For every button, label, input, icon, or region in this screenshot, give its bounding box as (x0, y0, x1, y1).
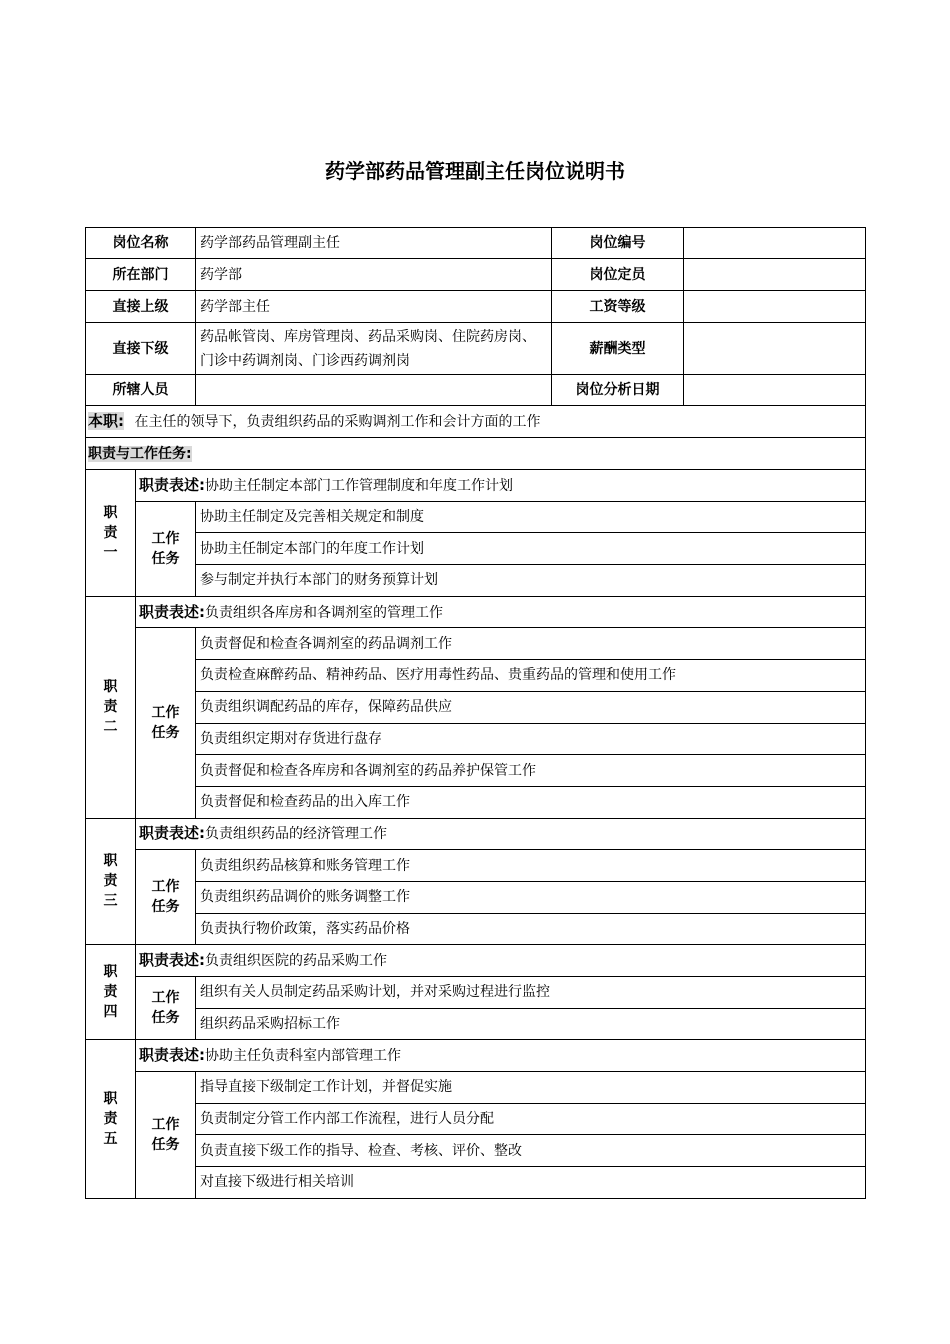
task-label-text: 工作任务 (151, 879, 180, 916)
task-label (136, 501, 196, 596)
task-item: 负责组织调配药品的库存，保障药品供应 (196, 691, 866, 723)
duties-header: 职责与工作任务: (88, 445, 192, 462)
statement-text: 协助主任负责科室内部管理工作 (205, 1048, 401, 1065)
task-item: 组织药品采购招标工作 (196, 1008, 866, 1040)
task-item: 负责督促和检查各调剂室的药品调剂工作 (196, 628, 866, 660)
statement-text: 协助主任制定本部门工作管理制度和年度工作计划 (205, 477, 513, 494)
task-row (86, 1135, 866, 1167)
task-row (86, 628, 866, 660)
superior-label: 直接上级 (86, 291, 196, 323)
task-item: 协助主任制定及完善相关规定和制度 (196, 501, 866, 533)
task-label (136, 977, 196, 1040)
headcount-label: 岗位定员 (552, 259, 684, 291)
duty-label (86, 945, 136, 1040)
duty-label (86, 1040, 136, 1198)
task-row (86, 501, 866, 533)
duty-statement-row (86, 596, 866, 628)
task-item: 指导直接下级制定工作计划，并督促实施 (196, 1072, 866, 1104)
salary-grade-label: 工资等级 (552, 291, 684, 323)
post-no-value (684, 228, 866, 259)
post-name-label: 岗位名称 (86, 228, 196, 259)
task-item: 协助主任制定本部门的年度工作计划 (196, 533, 866, 565)
task-label (136, 628, 196, 818)
duty-label-text: 职责一 (103, 504, 118, 561)
task-row (86, 565, 866, 597)
task-label-text: 工作任务 (151, 1116, 180, 1153)
role-row (86, 406, 866, 438)
statement-key: 职责表述: (139, 475, 205, 494)
task-item: 对直接下级进行相关培训 (196, 1167, 866, 1199)
dept-label: 所在部门 (86, 259, 196, 291)
pay-type-label: 薪酬类型 (552, 323, 684, 375)
statement-key: 职责表述: (139, 602, 205, 621)
superior-value: 药学部主任 (196, 291, 552, 323)
task-row (86, 691, 866, 723)
statement-key: 职责表述: (139, 951, 205, 970)
task-item: 负责检查麻醉药品、精神药品、医疗用毒性药品、贵重药品的管理和使用工作 (196, 660, 866, 692)
duty-statement (136, 1040, 866, 1072)
task-row (86, 1072, 866, 1104)
task-row (86, 913, 866, 945)
analysis-date-value (684, 375, 866, 406)
task-item: 负责执行物价政策，落实药品价格 (196, 913, 866, 945)
task-row (86, 977, 866, 1009)
duty-label-text: 职责三 (103, 853, 118, 910)
staff-label: 所辖人员 (86, 375, 196, 406)
task-label (136, 1072, 196, 1199)
task-row (86, 786, 866, 818)
duty-statement (136, 470, 866, 502)
duty-statement-row (86, 945, 866, 977)
task-row (86, 533, 866, 565)
task-row (86, 850, 866, 882)
duty-statement (136, 596, 866, 628)
duty-label-text: 职责二 (103, 679, 118, 736)
post-name-value: 药学部药品管理副主任 (196, 228, 552, 259)
subordinate-label: 直接下级 (86, 323, 196, 375)
duty-label (86, 596, 136, 818)
task-item: 负责组织药品核算和账务管理工作 (196, 850, 866, 882)
page-title: 药学部药品管理副主任岗位说明书 (325, 159, 625, 183)
statement-key: 职责表述: (139, 1046, 205, 1065)
dept-value: 药学部 (196, 259, 552, 291)
statement-text: 负责组织各库房和各调剂室的管理工作 (205, 604, 443, 621)
task-row (86, 755, 866, 787)
statement-text: 负责组织药品的经济管理工作 (205, 826, 387, 843)
duty-statement-row (86, 1040, 866, 1072)
duty-statement (136, 945, 866, 977)
analysis-date-label: 岗位分析日期 (552, 375, 684, 406)
task-row (86, 1008, 866, 1040)
duty-label (86, 818, 136, 945)
duty-label-text: 职责四 (103, 964, 118, 1021)
task-item: 负责直接下级工作的指导、检查、考核、评价、整改 (196, 1135, 866, 1167)
job-description-table (85, 227, 866, 1199)
role-label: 本职: (88, 412, 124, 430)
task-item: 组织有关人员制定药品采购计划，并对采购过程进行监控 (196, 977, 866, 1009)
salary-grade-value (684, 291, 866, 323)
headcount-value (684, 259, 866, 291)
task-row (86, 723, 866, 755)
task-item: 负责组织定期对存货进行盘存 (196, 723, 866, 755)
duties-header-row (86, 438, 866, 470)
task-row (86, 1103, 866, 1135)
task-label-text: 工作任务 (151, 705, 180, 741)
subordinate-value: 药品帐管岗、库房管理岗、药品采购岗、住院药房岗、门诊中药调剂岗、门诊西药调剂岗 (196, 323, 552, 375)
role-text: 在主任的领导下，负责组织药品的采购调剂工作和会计方面的工作 (134, 414, 541, 430)
task-row (86, 881, 866, 913)
statement-key: 职责表述: (139, 824, 205, 843)
task-item: 负责组织药品调价的账务调整工作 (196, 881, 866, 913)
task-item: 负责督促和检查各库房和各调剂室的药品养护保管工作 (196, 755, 866, 787)
task-label-text: 工作任务 (151, 990, 180, 1027)
duty-statement-row (86, 470, 866, 502)
duty-statement (136, 818, 866, 850)
duty-label (86, 470, 136, 597)
post-no-label: 岗位编号 (552, 228, 684, 259)
task-label (136, 850, 196, 945)
task-row (86, 1167, 866, 1199)
pay-type-value (684, 323, 866, 375)
task-item: 参与制定并执行本部门的财务预算计划 (196, 565, 866, 597)
task-row (86, 660, 866, 692)
statement-text: 负责组织医院的药品采购工作 (205, 953, 387, 970)
duty-label-text: 职责五 (103, 1091, 118, 1148)
task-label-text: 工作任务 (151, 530, 180, 567)
task-item: 负责制定分管工作内部工作流程，进行人员分配 (196, 1103, 866, 1135)
duty-statement-row (86, 818, 866, 850)
staff-value (196, 375, 552, 406)
task-item: 负责督促和检查药品的出入库工作 (196, 786, 866, 818)
